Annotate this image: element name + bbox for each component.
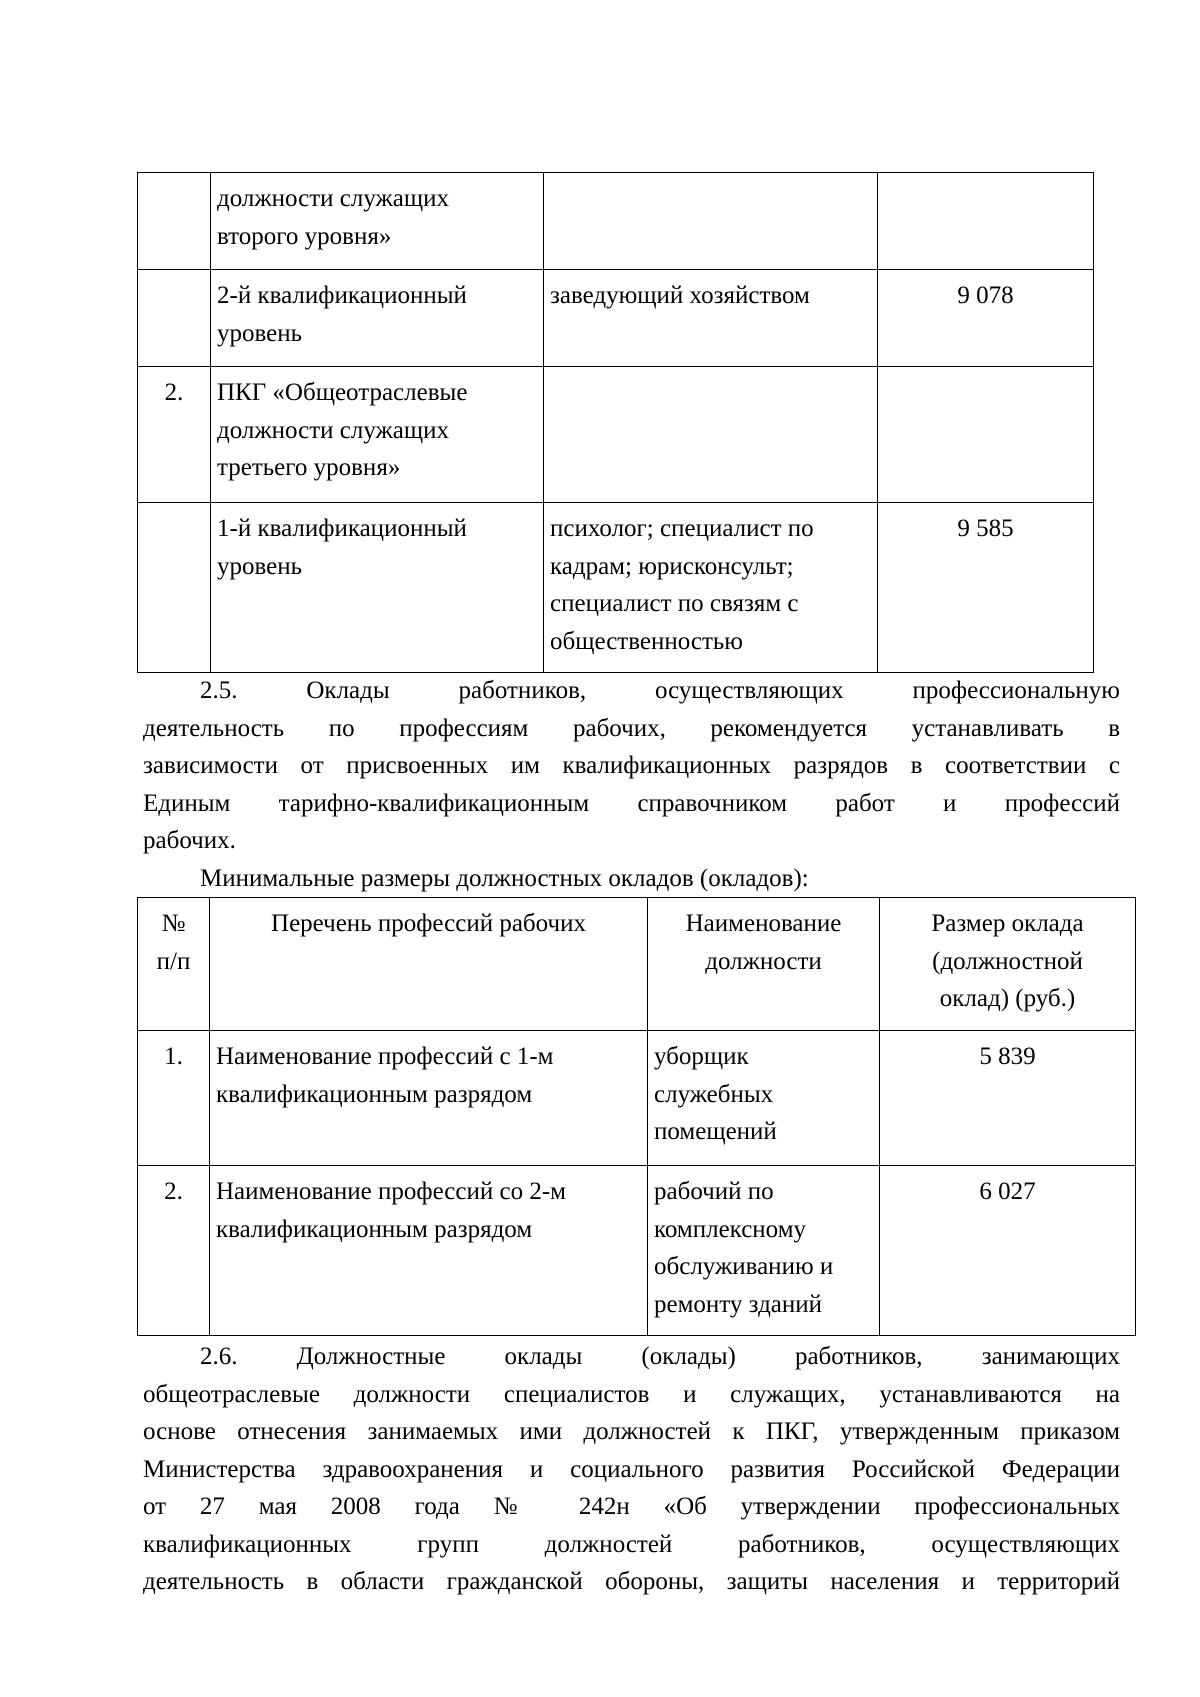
row-number [138, 270, 211, 367]
position-name: уборщик служебных помещений [648, 1031, 880, 1166]
table-caption: Минимальные размеры должностных окладов (окладов): [200, 865, 809, 892]
table-row [138, 270, 1094, 367]
salary-value [878, 173, 1094, 270]
paragraph-2-5: 2.5. Оклады работников, осуществляющих профессиональную деятельность по профессиям рабочих, рекомендуется устанавливать в зависимости от присвоенных им квалификационных разрядов в соответствии с Единым тарифно-квалификационным справочником работ и профессий рабочих. [143, 677, 1120, 854]
position-list: психолог; специалист по кадрам; юрисконсульт; специалист по связям с общественностью [544, 503, 878, 673]
qualification-group: 2-й квалификационный уровень [211, 270, 544, 367]
salary-value: 9 585 [878, 503, 1094, 673]
table-row [138, 1166, 1136, 1336]
profession-list: Наименование профессий со 2-м квалификационным разрядом [210, 1166, 648, 1336]
row-number: 2. [138, 1166, 210, 1336]
salary-table-employees [137, 172, 1094, 673]
header-number: № п/п [138, 898, 210, 1031]
row-number: 1. [138, 1031, 210, 1166]
header-professions: Перечень профессий рабочих [210, 898, 648, 1031]
table-row [138, 367, 1094, 503]
qualification-group: ПКГ «Общеотраслевые должности служащих третьего уровня» [211, 367, 544, 503]
row-number: 2. [138, 367, 211, 503]
salary-value: 5 839 [880, 1031, 1136, 1166]
salary-value [878, 367, 1094, 503]
table-row [138, 503, 1094, 673]
table-row [138, 173, 1094, 270]
header-position: Наименование должности [648, 898, 880, 1031]
position-list: заведующий хозяйством [544, 270, 878, 367]
qualification-group: должности служащих второго уровня» [211, 173, 544, 270]
salary-value: 9 078 [878, 270, 1094, 367]
row-number [138, 173, 211, 270]
paragraph-2-6: 2.6. Должностные оклады (оклады) работников, занимающих общеотраслевые должности специалистов и служащих, устанавливаются на основе отнесения занимаемых ими должностей к ПКГ, утвержденным приказом Министерства здравоохранения и социального развития Российской Федерации от 27 мая 2008 года № 242н «Об утверждении профессиональных квалификационных групп должностей работников, осуществляющих деятельность в области гражданской обороны, защиты населения и территорий [143, 1343, 1120, 1595]
position-name: рабочий по комплексному обслуживанию и ремонту зданий [648, 1166, 880, 1336]
salary-table-workers [137, 897, 1136, 1336]
qualification-group: 1-й квалификационный уровень [211, 503, 544, 673]
profession-list: Наименование профессий с 1-м квалификационным разрядом [210, 1031, 648, 1166]
table-header-row [138, 898, 1136, 1031]
position-list [544, 367, 878, 503]
salary-value: 6 027 [880, 1166, 1136, 1336]
row-number [138, 503, 211, 673]
table-row [138, 1031, 1136, 1166]
header-salary: Размер оклада (должностной оклад) (руб.) [880, 898, 1136, 1031]
position-list [544, 173, 878, 270]
